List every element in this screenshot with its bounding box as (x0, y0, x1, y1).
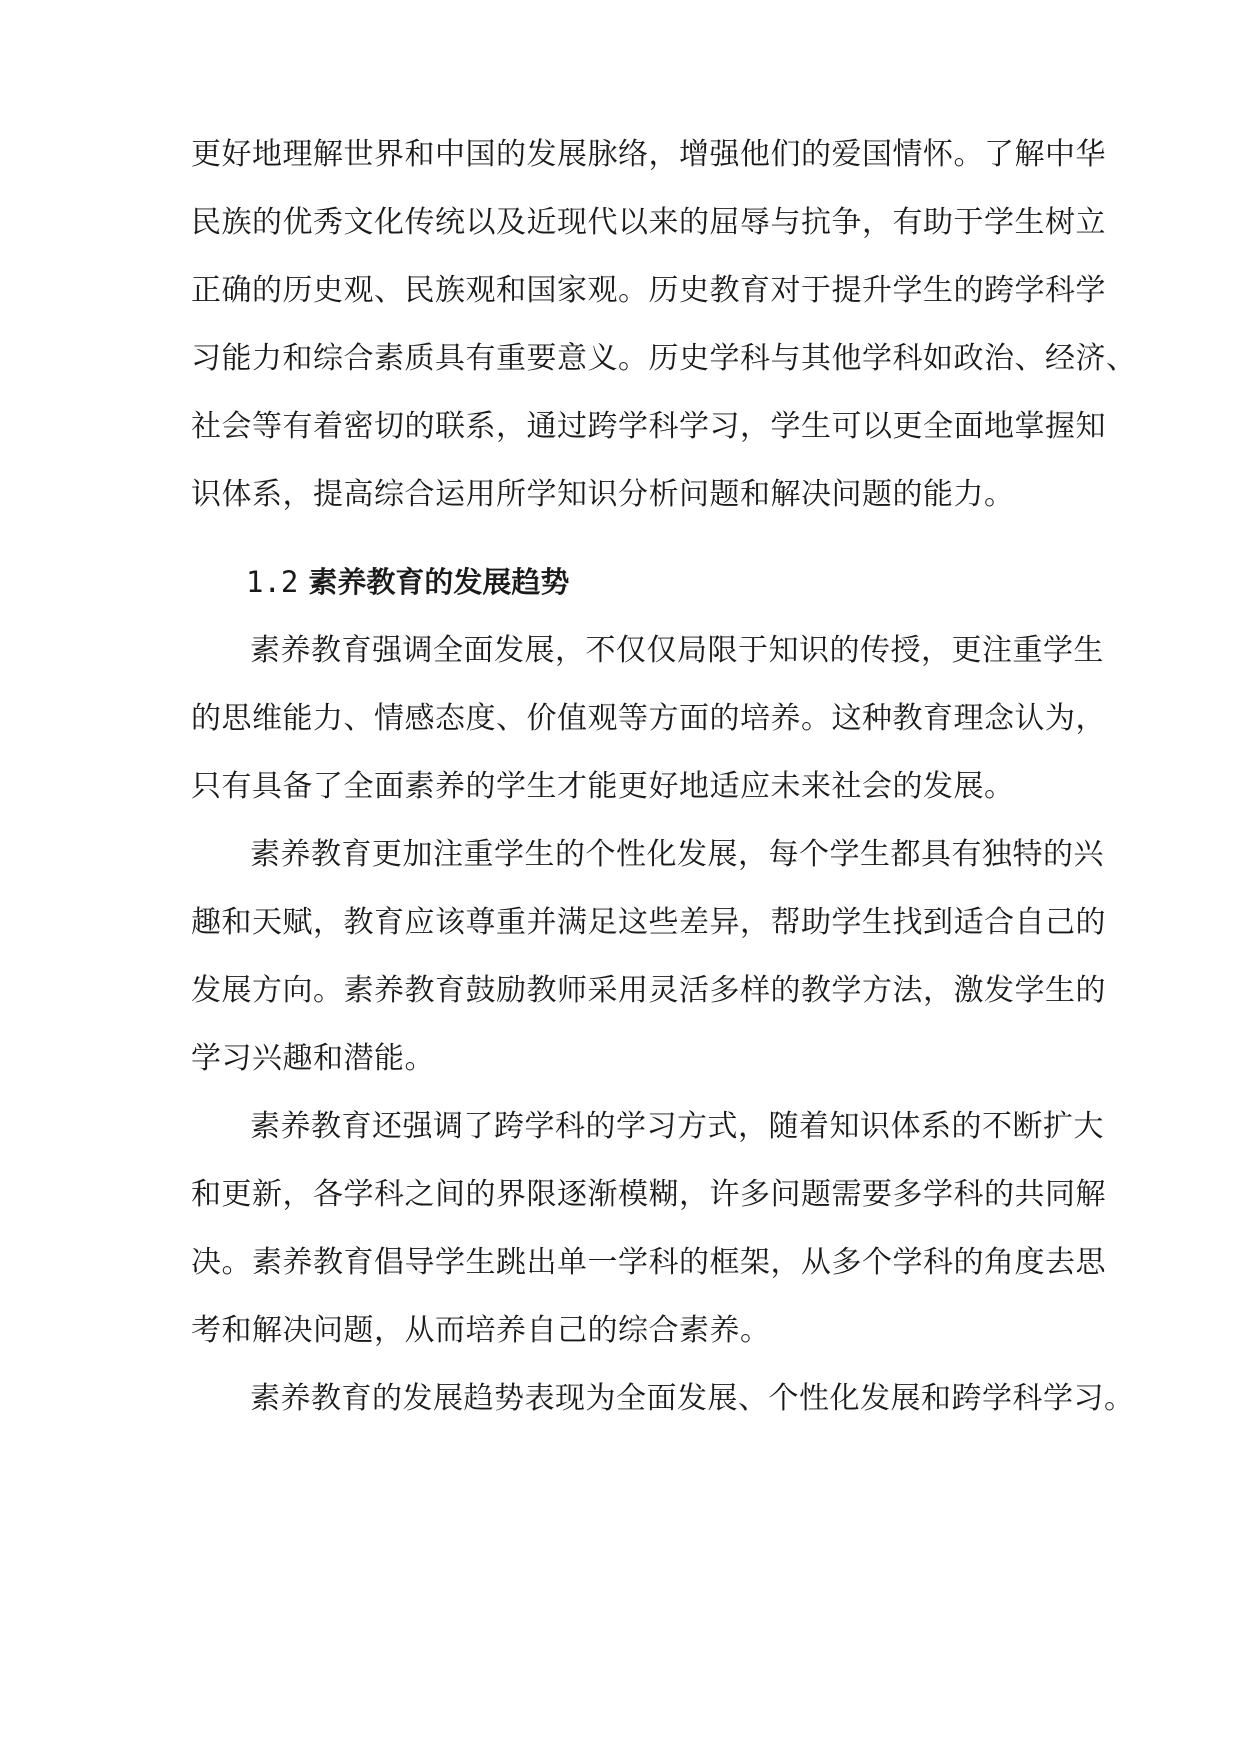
text-line: 素养教育的发展趋势表现为全面发展、个性化发展和跨学科学习。 (250, 1381, 1135, 1416)
text-line: 趣和天赋，教育应该尊重并满足这些差异，帮助学生找到适合自己的 (191, 905, 1106, 940)
section-heading (246, 562, 569, 602)
text-line: 正确的历史观、民族观和国家观。历史教育对于提升学生的跨学科学 (191, 273, 1106, 308)
text-line: 发展方向。素养教育鼓励教师采用灵活多样的教学方法，激发学生的 (191, 973, 1106, 1008)
text-line: 识体系，提高综合运用所学知识分析问题和解决问题的能力。 (191, 477, 1015, 512)
text-line: 民族的优秀文化传统以及近现代以来的屈辱与抗争，有助于学生树立 (191, 205, 1106, 240)
text-line: 社会等有着密切的联系，通过跨学科学习，学生可以更全面地掌握知 (191, 409, 1106, 444)
text-line: 习能力和综合素质具有重要意义。历史学科与其他学科如政治、经济、 (191, 341, 1137, 376)
text-line: 和更新，各学科之间的界限逐渐模糊，许多问题需要多学科的共同解 (191, 1177, 1106, 1212)
text-line: 素养教育更加注重学生的个性化发展，每个学生都具有独特的兴 (250, 837, 1104, 872)
section-title: 素养教育的发展趋势 (308, 565, 570, 599)
text-line: 学习兴趣和潜能。 (191, 1041, 435, 1076)
text-line: 决。素养教育倡导学生跳出单一学科的框架，从多个学科的角度去思 (191, 1245, 1106, 1280)
text-line: 素养教育强调全面发展，不仅仅局限于知识的传授，更注重学生 (250, 633, 1104, 668)
text-line: 素养教育还强调了跨学科的学习方式，随着知识体系的不断扩大 (250, 1109, 1104, 1144)
text-line: 只有具备了全面素养的学生才能更好地适应未来社会的发展。 (191, 769, 1015, 804)
text-line: 考和解决问题，从而培养自己的综合素养。 (191, 1313, 771, 1348)
text-line: 的思维能力、情感态度、价值观等方面的培养。这种教育理念认为， (191, 701, 1106, 736)
section-number: 1.2 (246, 565, 299, 599)
text-line: 更好地理解世界和中国的发展脉络，增强他们的爱国情怀。了解中华 (191, 137, 1106, 172)
